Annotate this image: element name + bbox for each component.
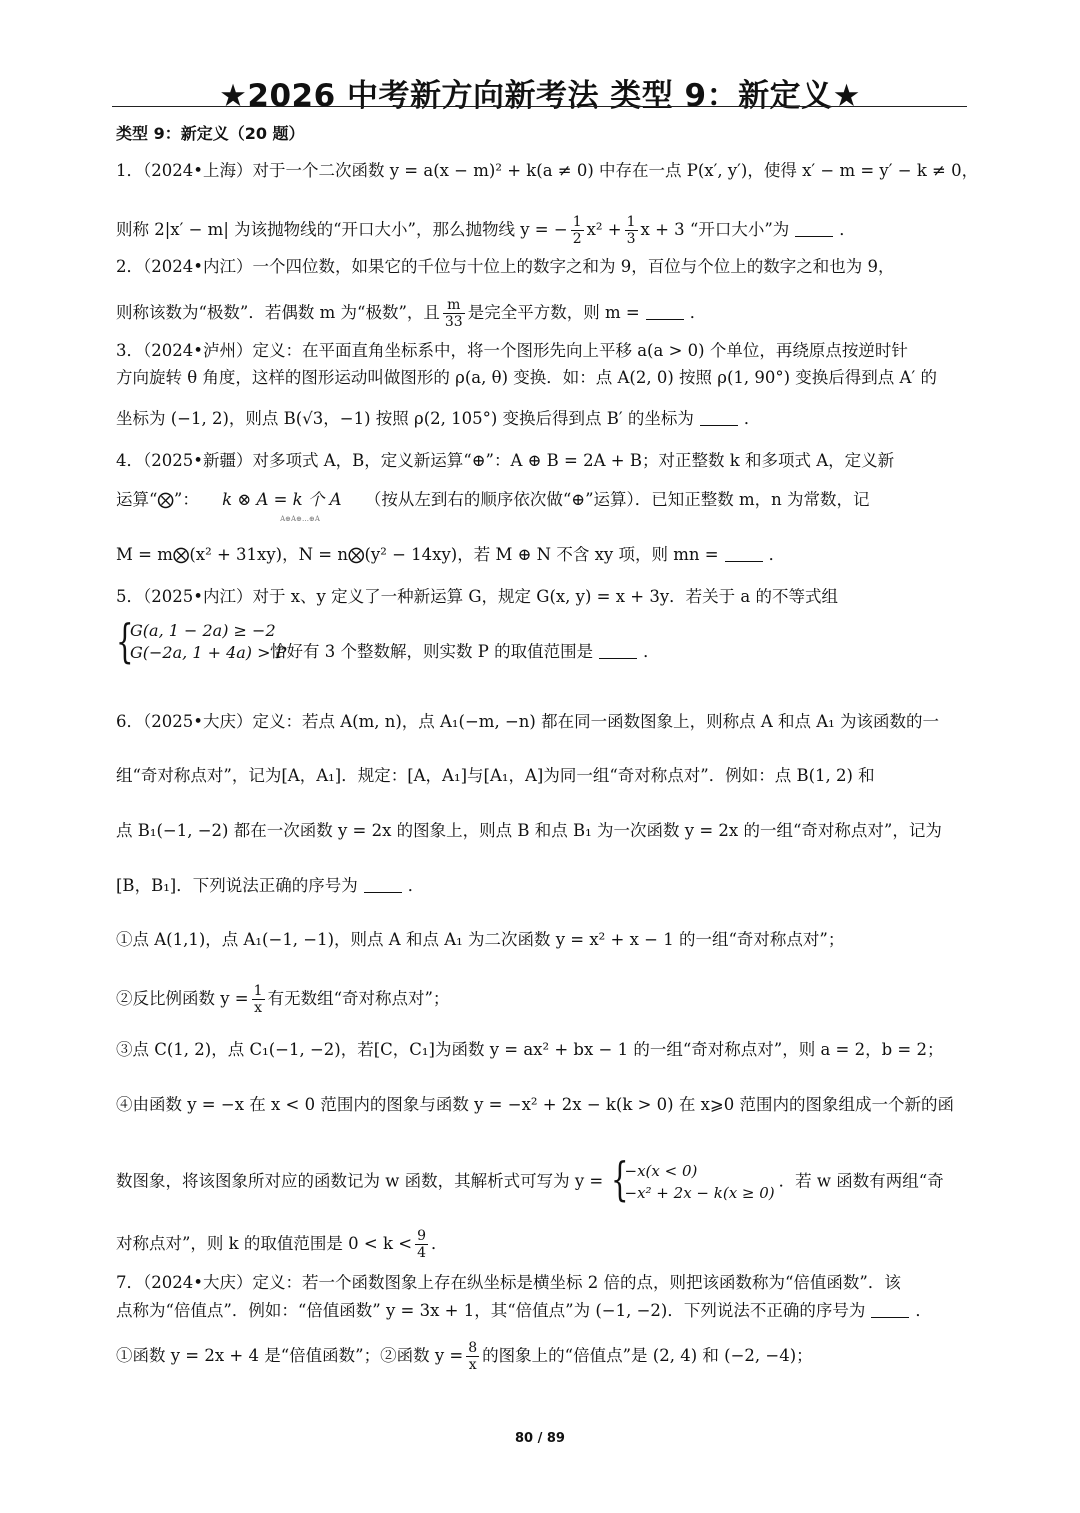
inequality-system <box>116 614 287 668</box>
fraction <box>466 1340 479 1373</box>
problem-7-line-2 <box>116 1300 932 1322</box>
problem-4-text: M = m⨂(x² + 31xy)，N = n⨂(y² − 14xy)，若 M ⊕ N 不含 xy 项，则 mn = <box>116 545 719 564</box>
fraction-denominator: x <box>254 1000 263 1016</box>
answer-blank[interactable] <box>871 1303 909 1318</box>
piecewise-function <box>610 1152 775 1206</box>
problem-7-text: ． <box>915 1301 932 1320</box>
problem-1-text: x + 3 “开口大小”为 <box>640 220 790 239</box>
statement-text: 的图象上的“倍值点”是 (2, 4) 和 (−2, −4)； <box>482 1346 813 1365</box>
statement-text: 对称点对”，则 k 的取值范围是 0 < k < <box>116 1234 413 1253</box>
statement-2 <box>116 983 449 1016</box>
problem-4-line-2 <box>116 489 870 523</box>
section-heading: 类型 9：新定义（20 题） <box>116 124 305 143</box>
fraction-numerator: 1 <box>626 214 636 230</box>
page-number: 80 / 89 <box>515 1431 565 1446</box>
statement-4-line-3 <box>116 1228 447 1261</box>
statement-text: 数图象，将该图象所对应的函数记为 w 函数，其解析式可写为 y = <box>116 1171 604 1191</box>
fraction-denominator: 4 <box>417 1245 426 1261</box>
problem-6-text: ． <box>407 876 425 895</box>
fraction-numerator: 1 <box>253 983 263 999</box>
statement-text: ①函数 y = 2x + 4 是“倍值函数”；②函数 y = <box>116 1346 464 1365</box>
answer-blank[interactable] <box>795 222 833 237</box>
problem-5-text: 恰好有 3 个整数解，则实数 P 的取值范围是 <box>270 642 594 661</box>
fraction-numerator: 8 <box>468 1340 478 1356</box>
brace-icon: { <box>116 614 134 668</box>
fraction-numerator: 9 <box>417 1228 426 1244</box>
fraction-denominator: 33 <box>444 314 463 330</box>
problem-1-text: ． <box>839 220 856 239</box>
answer-blank[interactable] <box>364 878 402 893</box>
problem-1-line-1: 1．（2024•上海）对于一个二次函数 y = a(x − m)² + k(a ≠ 0) 中存在一点 P(x′, y′)，使得 x′ − m = y′ − k ≠ 0， <box>116 161 979 180</box>
problem-6-line-3: 点 B₁(−1, −2) 都在一次函数 y = 2x 的图象上，则点 B 和点 B₁ 为一次函数 y = 2x 的一组“奇对称点对”，记为 <box>116 821 942 840</box>
problem-1-text: x² + <box>586 220 622 239</box>
definition-formula: k ⊗ A = k 个 A <box>222 490 342 509</box>
title-divider <box>112 106 967 107</box>
statement-4-line-2 <box>116 1152 944 1206</box>
problem-3-text: 坐标为 (−1, 2)，则点 B(√3，−1) 按照 ρ(2, 105°) 变换后得到点 B′ 的坐标为 <box>116 409 694 428</box>
problem-3-line-1: 3．（2024•泸州）定义：在平面直角坐标系中，将一个图形先向上平移 a(a > 0) 个单位，再绕原点按逆时针 <box>116 341 908 360</box>
problem-7-statement-1 <box>116 1340 813 1373</box>
inequality-2: G(−2a, 1 + 4a) > P <box>130 643 287 662</box>
problem-4-text: ． <box>768 545 786 564</box>
statement-text: ②反比例函数 y = <box>116 989 249 1008</box>
answer-blank[interactable] <box>646 305 684 320</box>
problem-7-line-1: 7．（2024•大庆）定义：若一个函数图象上存在纵坐标是横坐标 2 倍的点，则把该函数称为“倍值函数”．该 <box>116 1273 901 1292</box>
problem-6-line-1: 6．（2025•大庆）定义：若点 A(m, n)，点 A₁(−m, −n) 都在同一函数图象上，则称点 A 和点 A₁ 为该函数的一 <box>116 712 940 731</box>
problem-2-text: ． <box>689 303 707 322</box>
problem-6-line-4 <box>116 875 424 897</box>
definition-underbrace-label: A⊕A⊕…⊕A <box>280 515 320 523</box>
statement-3: ③点 C(1, 2)，点 C₁(−1, −2)，若[C，C₁]为函数 y = ax² + bx − 1 的一组“奇对称点对”，则 a = 2，b = 2； <box>116 1040 944 1059</box>
problem-4-line-1: 4．（2025•新疆）对多项式 A，B，定义新运算“⊕”：A ⊕ B = 2A + B；对正整数 k 和多项式 A，定义新 <box>116 451 895 470</box>
problem-2-text: 是完全平方数，则 m = <box>467 303 640 322</box>
statement-text: ． <box>430 1234 448 1253</box>
problem-7-text: 点称为“倍值点”．例如：“倍值函数” y = 3x + 1，其“倍值点”为 (−1, −2)．下列说法不正确的序号为 <box>116 1301 866 1320</box>
problem-2-line-1: 2．（2024•内江）一个四位数，如果它的千位与十位上的数字之和为 9，百位与个位上的数字之和也为 9， <box>116 257 895 276</box>
statement-text: ．若 w 函数有两组“奇 <box>778 1171 944 1191</box>
problem-3-line-3 <box>116 408 760 430</box>
problem-1-line-2 <box>116 214 856 247</box>
problem-4-line-3 <box>116 544 785 566</box>
answer-blank[interactable] <box>700 411 738 426</box>
problem-5-line-2 <box>270 641 660 663</box>
problem-1-text: 则称 2|x′ − m| 为该抛物线的“开口大小”，那么抛物线 y = − <box>116 220 568 239</box>
problem-2-text: 则称该数为“极数”．若偶数 m 为“极数”，且 <box>116 303 440 322</box>
problem-3-text: ． <box>743 409 761 428</box>
fraction <box>625 214 638 247</box>
piece-2: −x² + 2x − k(x ≥ 0) <box>624 1184 775 1202</box>
problem-4-text: （按从左到右的顺序依次做“⊕”运算）．已知正整数 m，n 为常数，记 <box>364 490 870 509</box>
answer-blank[interactable] <box>725 547 763 562</box>
k-times-a-definition <box>222 489 342 523</box>
piece-1: −x(x < 0) <box>624 1162 698 1180</box>
statement-text: 有无数组“奇对称点对”； <box>267 989 450 1008</box>
problem-3-line-2: 方向旋转 θ 角度，这样的图形运动叫做图形的 ρ(a, θ) 变换．如：点 A(2, 0) 按照 ρ(1, 90°) 变换后得到点 A′ 的 <box>116 368 937 387</box>
fraction-numerator: m <box>443 297 465 314</box>
fraction <box>443 297 465 330</box>
problem-6-text: [B，B₁]．下列说法正确的序号为 <box>116 876 358 895</box>
statement-1: ①点 A(1,1)，点 A₁(−1, −1)，则点 A 和点 A₁ 为二次函数 y = x² + x − 1 的一组“奇对称点对”； <box>116 930 845 949</box>
problem-5-text: ． <box>643 642 660 661</box>
fraction-denominator: x <box>468 1357 477 1373</box>
problem-2-line-2 <box>116 297 706 330</box>
statement-4-line-1: ④由函数 y = −x 在 x < 0 范围内的图象与函数 y = −x² + 2x − k(k > 0) 在 x⩾0 范围内的图象组成一个新的函 <box>116 1095 954 1114</box>
answer-blank[interactable] <box>599 644 637 659</box>
fraction-denominator: 3 <box>626 231 636 247</box>
fraction <box>252 983 265 1016</box>
problem-4-text: 运算“⨂”： <box>116 490 199 509</box>
brace-icon: { <box>610 1152 629 1206</box>
fraction-denominator: 2 <box>572 231 582 247</box>
fraction <box>415 1228 428 1261</box>
problem-6-line-2: 组“奇对称点对”，记为[A，A₁]．规定：[A，A₁]与[A₁，A]为同一组“奇对称点对”．例如：点 B(1, 2) 和 <box>116 766 875 785</box>
page-title: ★2026 中考新方向新考法 类型 9：新定义★ <box>219 78 861 114</box>
fraction <box>571 214 584 247</box>
problem-5-line-1: 5．（2025•内江）对于 x、y 定义了一种新运算 G，规定 G(x, y) = x + 3y．若关于 a 的不等式组 <box>116 587 839 606</box>
fraction-numerator: 1 <box>572 214 582 230</box>
inequality-1: G(a, 1 − 2a) ≥ −2 <box>130 621 276 640</box>
